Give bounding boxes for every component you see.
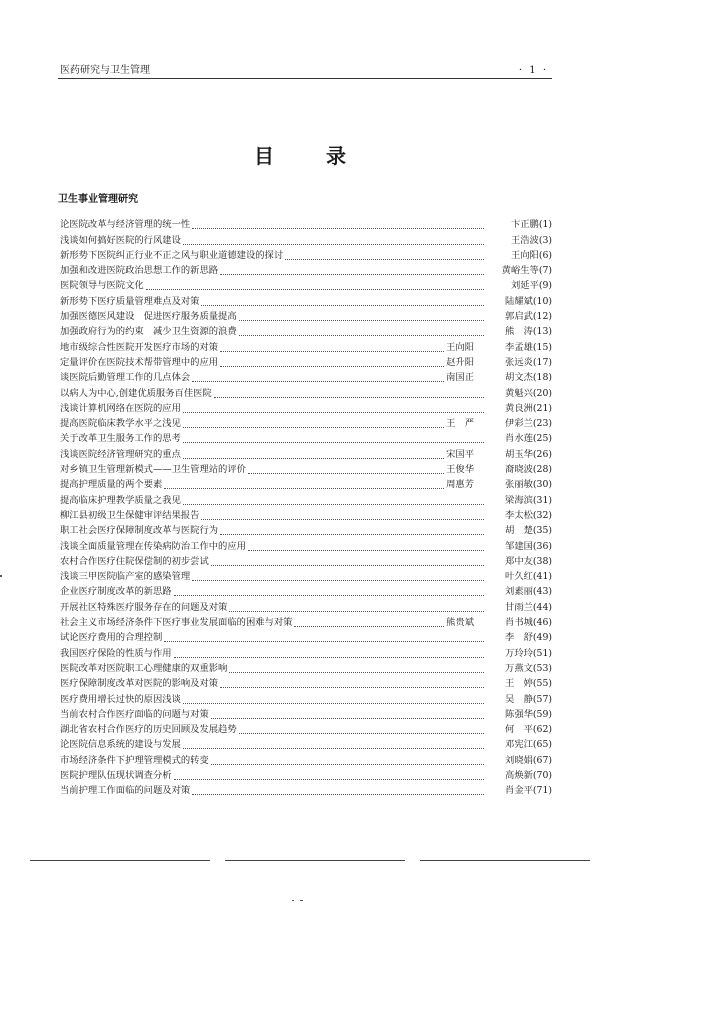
toc-entry <box>60 751 552 766</box>
toc-entry-title: 开展社区特殊医疗服务存在的问题及对策 <box>60 601 228 613</box>
toc-entry-author-page: 黄良洲(21) <box>505 402 552 414</box>
toc-entry-coauthor: 宋国平 <box>446 448 474 460</box>
dot-leader <box>192 220 484 229</box>
dot-leader <box>192 373 444 382</box>
toc-entry-author-page: 高焕新(70) <box>505 769 552 781</box>
toc-entry-coauthor: 王向阳 <box>446 341 474 353</box>
toc-entry <box>60 445 552 460</box>
table-of-contents <box>60 216 552 797</box>
dot-leader <box>174 771 484 780</box>
dot-leader <box>183 419 444 428</box>
toc-entry-coauthor: 周惠芳 <box>446 479 474 491</box>
toc-entry-title: 浅谈全面质量管理在传染病防治工作中的应用 <box>60 540 246 552</box>
toc-entry-title: 加强和改进医院政治思想工作的新思路 <box>60 265 219 277</box>
toc-entry-author-page: 张丽敏(30) <box>505 479 552 491</box>
scan-speck <box>0 575 2 577</box>
toc-entry-title: 我国医疗保险的性质与作用 <box>60 647 172 659</box>
dot-leader <box>229 603 484 612</box>
toc-entry-author-page: 卞正鹏(1) <box>510 219 552 231</box>
toc-entry-title: 提高临床护理教学质量之我见 <box>60 494 181 506</box>
toc-entry-title: 医疗保障制度改革对医院的影响及对策 <box>60 678 219 690</box>
toc-entry-author-page: 李孟雄(15) <box>505 341 552 353</box>
dot-leader <box>211 557 484 566</box>
toc-entry-author-page: 陆耀斌(10) <box>505 295 552 307</box>
toc-entry-title: 当前护理工作面临的问题及对策 <box>60 785 191 797</box>
toc-entry-author-page: 陈强华(59) <box>505 708 552 720</box>
toc-entry <box>60 706 552 721</box>
toc-entry-author-page: 刘素丽(43) <box>505 586 552 598</box>
toc-entry-coauthor: 王俊华 <box>446 464 474 476</box>
toc-entry <box>60 629 552 644</box>
toc-entry-title: 提高医院临床教学水平之浅见 <box>60 418 181 430</box>
toc-entry <box>60 430 552 445</box>
toc-entry-title: 医院护理队伍现状调查分析 <box>60 769 172 781</box>
dot-leader <box>183 450 444 459</box>
toc-entry-title: 当前农村合作医疗面临的问题与对策 <box>60 708 209 720</box>
toc-entry <box>60 782 552 797</box>
toc-entry-author-page: 胡玉华(26) <box>505 448 552 460</box>
dot-leader <box>192 572 484 581</box>
dot-leader <box>220 343 444 352</box>
toc-entry-title: 医院改革对医院职工心理健康的双重影响 <box>60 662 228 674</box>
dot-leader <box>192 786 484 795</box>
dot-leader <box>220 358 444 367</box>
toc-entry-author-page: 郭启武(12) <box>505 311 552 323</box>
dot-leader <box>201 511 484 520</box>
toc-entry-title: 加强医德医风建设 促进医疗服务质量提高 <box>60 311 237 323</box>
toc-entry <box>60 216 552 231</box>
toc-entry <box>60 369 552 384</box>
toc-entry <box>60 568 552 583</box>
scan-speck <box>292 900 294 901</box>
toc-entry-title: 浅谈计算机网络在医院的应用 <box>60 402 181 414</box>
toc-entry-author-page: 梁海滨(31) <box>505 494 552 506</box>
toc-entry <box>60 598 552 613</box>
toc-entry <box>60 231 552 246</box>
toc-entry-title: 湖北省农村合作医疗的历史回顾及发展趋势 <box>60 724 237 736</box>
dot-leader <box>174 587 484 596</box>
dot-leader <box>174 649 484 658</box>
dot-leader <box>220 266 484 275</box>
toc-entry <box>60 308 552 323</box>
toc-entry-title: 浅谈医院经济管理研究的重点 <box>60 448 181 460</box>
dot-leader <box>164 480 444 489</box>
toc-entry-author-page: 叶久红(41) <box>505 571 552 583</box>
toc-entry-author-page: 裔晓波(28) <box>505 464 552 476</box>
dot-leader <box>183 404 484 413</box>
toc-entry <box>60 721 552 736</box>
toc-entry-title: 试论医疗费用的合理控制 <box>60 632 163 644</box>
page-title <box>0 140 600 169</box>
dot-leader <box>285 251 484 260</box>
toc-entry <box>60 660 552 675</box>
toc-entry-author-page: 邹建国(36) <box>505 540 552 552</box>
toc-entry-title: 新形势下医疗质量管理难点及对策 <box>60 295 200 307</box>
toc-entry-author-page: 何 平(62) <box>505 724 552 736</box>
toc-entry-author-page: 张远炎(17) <box>505 356 552 368</box>
toc-entry-author-page: 万燕文(53) <box>505 662 552 674</box>
dot-leader <box>239 725 484 734</box>
toc-entry-author-page: 王向阳(6) <box>510 249 552 261</box>
toc-entry-author-page: 甘雨兰(44) <box>505 601 552 613</box>
toc-entry-author-page: 万玲玲(51) <box>505 647 552 659</box>
toc-entry-author-page: 肖金平(71) <box>505 785 552 797</box>
toc-entry-title: 对乡镇卫生管理新模式——卫生管理站的评价 <box>60 464 246 476</box>
toc-entry-title: 市场经济条件下护理管理模式的转变 <box>60 754 209 766</box>
toc-entry-title: 社会主义市场经济条件下医疗事业发展面临的困难与对策 <box>60 617 293 629</box>
toc-entry-title: 新形势下医院纠正行业不正之风与职业道德建设的探讨 <box>60 249 284 261</box>
toc-entry-author-page: 肖水莲(25) <box>505 433 552 445</box>
dot-leader <box>211 710 484 719</box>
toc-entry <box>60 384 552 399</box>
journal-name: 医药研究与卫生管理 <box>60 65 150 76</box>
toc-entry <box>60 675 552 690</box>
toc-entry-author-page: 胡文杰(18) <box>505 372 552 384</box>
toc-entry-author-page: 李 舒(49) <box>505 632 552 644</box>
dot-leader <box>183 236 484 245</box>
toc-entry <box>60 736 552 751</box>
footer-rule-left <box>30 860 210 861</box>
toc-entry <box>60 537 552 552</box>
toc-entry <box>60 292 552 307</box>
toc-entry-title: 农村合作医疗住院保偿制的初步尝试 <box>60 555 209 567</box>
toc-entry <box>60 262 552 277</box>
toc-entry-title: 以病人为中心,创建优质服务百佳医院 <box>60 387 212 399</box>
dot-leader <box>220 679 484 688</box>
title-char-2: 录 <box>326 144 346 168</box>
toc-entry <box>60 338 552 353</box>
dot-leader <box>248 465 444 474</box>
toc-entry <box>60 400 552 415</box>
toc-entry <box>60 247 552 262</box>
toc-entry-title: 浅谈如何搞好医院的行风建设 <box>60 234 181 246</box>
toc-entry <box>60 767 552 782</box>
toc-entry-title: 关于改革卫生服务工作的思考 <box>60 433 181 445</box>
dot-leader <box>164 633 484 642</box>
dot-leader <box>201 297 484 306</box>
toc-entry-title: 柳江县初级卫生保健审评结果报告 <box>60 509 200 521</box>
toc-entry <box>60 354 552 369</box>
toc-entry-title: 医疗费用增长过快的原因浅谈 <box>60 693 181 705</box>
dot-leader <box>211 756 484 765</box>
scan-speck <box>300 900 303 901</box>
toc-entry-author-page: 郑中友(38) <box>505 555 552 567</box>
toc-entry-title: 谈医院后勤管理工作的几点体会 <box>60 372 191 384</box>
running-header <box>58 64 552 79</box>
toc-entry <box>60 644 552 659</box>
toc-entry <box>60 522 552 537</box>
toc-entry <box>60 690 552 705</box>
toc-entry-author-page: 胡 楚(35) <box>505 525 552 537</box>
toc-entry <box>60 323 552 338</box>
toc-entry <box>60 491 552 506</box>
toc-entry-title: 医院领导与医院文化 <box>60 280 144 292</box>
toc-entry-title: 企业医疗制度改革的新思路 <box>60 586 172 598</box>
title-char-1: 目 <box>254 144 274 168</box>
toc-entry-title: 加强政府行为的约束 减少卫生资源的浪费 <box>60 326 237 338</box>
toc-entry-coauthor: 熊贵斌 <box>446 617 474 629</box>
toc-entry-author-page: 邓宪江(65) <box>505 739 552 751</box>
toc-entry-title: 论医院信息系统的建设与发展 <box>60 739 181 751</box>
toc-entry-author-page: 吴 静(57) <box>505 693 552 705</box>
toc-entry-author-page: 熊 涛(13) <box>505 326 552 338</box>
dot-leader <box>214 389 484 398</box>
toc-entry <box>60 461 552 476</box>
dot-leader <box>239 327 484 336</box>
dot-leader <box>183 496 484 505</box>
toc-entry <box>60 476 552 491</box>
toc-entry-coauthor: 王 严 <box>446 418 474 430</box>
toc-entry-title: 提高护理质量的两个要素 <box>60 479 163 491</box>
toc-entry-title: 定量评价在医院技术帮带管理中的应用 <box>60 356 219 368</box>
dot-leader <box>294 618 444 627</box>
toc-entry-author-page: 刘延平(9) <box>510 280 552 292</box>
toc-entry-author-page: 王浩波(3) <box>510 234 552 246</box>
toc-entry-author-page: 刘晓娟(67) <box>505 754 552 766</box>
toc-entry-author-page: 伊彩兰(23) <box>505 418 552 430</box>
toc-entry-coauthor: 南国正 <box>446 372 474 384</box>
toc-entry <box>60 507 552 522</box>
toc-entry-title: 职工社会医疗保障制度改革与医院行为 <box>60 525 219 537</box>
section-heading: 卫生事业管理研究 <box>58 194 138 205</box>
page-number: · 1 · <box>518 65 548 76</box>
dot-leader <box>229 664 484 673</box>
toc-entry-author-page: 肖书城(46) <box>505 617 552 629</box>
toc-entry-author-page: 王 婷(55) <box>505 678 552 690</box>
toc-entry <box>60 614 552 629</box>
dot-leader <box>248 542 484 551</box>
footer-rule-right <box>420 860 590 861</box>
toc-entry-title: 论医院改革与经济管理的统一性 <box>60 219 191 231</box>
footer-rule-middle <box>225 860 405 861</box>
toc-entry <box>60 553 552 568</box>
toc-entry-author-page: 黄魁兴(20) <box>505 387 552 399</box>
dot-leader <box>220 526 484 535</box>
toc-entry <box>60 583 552 598</box>
toc-entry-author-page: 李太松(32) <box>505 509 552 521</box>
dot-leader <box>183 695 484 704</box>
dot-leader <box>146 281 484 290</box>
toc-entry-title: 地市级综合性医院开发医疗市场的对策 <box>60 341 219 353</box>
toc-entry <box>60 415 552 430</box>
toc-entry <box>60 277 552 292</box>
toc-entry-coauthor: 赵升阳 <box>446 356 474 368</box>
dot-leader <box>239 312 484 321</box>
toc-entry-title: 浅谈三甲医院临产室的感染管理 <box>60 571 191 583</box>
toc-entry-author-page: 黄峪生等(7) <box>501 265 552 277</box>
dot-leader <box>183 740 484 749</box>
dot-leader <box>183 434 484 443</box>
